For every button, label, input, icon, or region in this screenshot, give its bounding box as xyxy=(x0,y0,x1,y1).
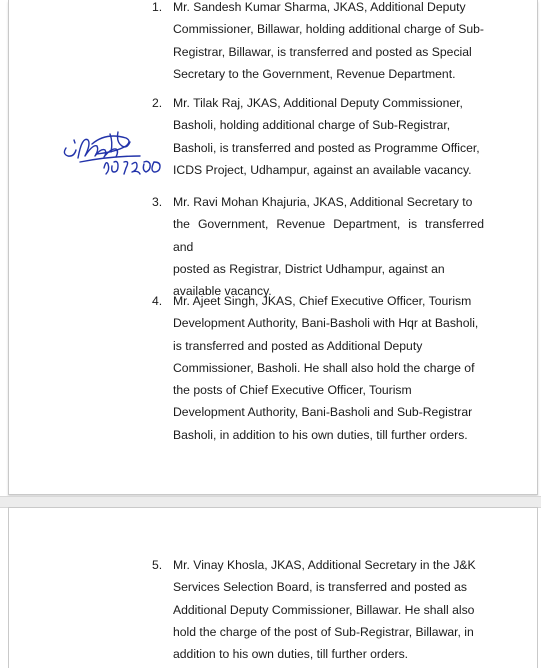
item-number: 3. xyxy=(152,195,163,209)
item-text xyxy=(173,554,484,665)
text-line: Mr. Tilak Raj, JKAS, Additional Deputy Commissioner, xyxy=(173,96,463,110)
text-line: is transferred and posted as Additional Deputy xyxy=(173,338,423,353)
item-text xyxy=(173,0,484,85)
order-item-2 xyxy=(152,92,484,181)
item-number: 2. xyxy=(152,96,163,110)
item-number: 1. xyxy=(152,0,163,14)
text-line: Development Authority, Bani-Basholi with Hqr at Basholi, xyxy=(173,316,479,331)
order-item-5 xyxy=(152,554,484,665)
item-text xyxy=(173,290,484,446)
text-line: the posts of Chief Executive Officer, Tourism xyxy=(173,383,412,398)
text-line: Mr. Sandesh Kumar Sharma, JKAS, Additional Deputy xyxy=(173,0,466,14)
text-line: Additional Deputy Commissioner, Billawar. He shall also xyxy=(173,602,475,617)
text-line: Basholi, in addition to his own duties, till further orders. xyxy=(173,427,468,442)
text-line: Basholi, holding additional charge of Sub-Registrar, xyxy=(173,118,451,133)
text-line: ICDS Project, Udhampur, against an available vacancy. xyxy=(173,162,472,177)
item-number: 4. xyxy=(152,294,163,308)
text-line: Development Authority, Bani-Basholi and Sub-Registrar xyxy=(173,405,473,420)
order-item-4 xyxy=(152,290,484,446)
handwritten-signature xyxy=(58,118,168,190)
order-item-1 xyxy=(152,0,484,85)
text-line: Mr. Ravi Mohan Khajuria, JKAS, Additional Secretary to xyxy=(173,195,473,209)
text-line: addition to his own duties, till further orders. xyxy=(173,647,409,662)
text-line: Mr. Ajeet Singh, JKAS, Chief Executive Officer, Tourism xyxy=(173,294,472,308)
order-item-3 xyxy=(152,191,484,302)
text-line: Commissioner, Billawar, holding additional charge of Sub- xyxy=(173,22,484,37)
text-line: Mr. Vinay Khosla, JKAS, Additional Secretary in the J&K xyxy=(173,558,476,572)
text-line: Basholi, is transferred and posted as Programme Officer, xyxy=(173,140,480,155)
text-line: Services Selection Board, is transferred and posted as xyxy=(173,580,468,595)
text-line: the Government, Revenue Department, is transferred and xyxy=(173,217,484,254)
item-number: 5. xyxy=(152,558,163,572)
text-line: Commissioner, Basholi. He shall also hold the charge of xyxy=(173,360,475,375)
item-text xyxy=(173,92,484,181)
text-line: Secretary to the Government, Revenue Department. xyxy=(173,66,456,81)
text-line: available vacancy. xyxy=(173,284,272,299)
text-line: posted as Registrar, District Udhampur, against an xyxy=(173,261,445,276)
text-line: hold the charge of the post of Sub-Registrar, Billawar, in xyxy=(173,624,474,639)
item-text xyxy=(173,191,484,302)
text-line: Registrar, Billawar, is transferred and posted as Special xyxy=(173,44,472,59)
